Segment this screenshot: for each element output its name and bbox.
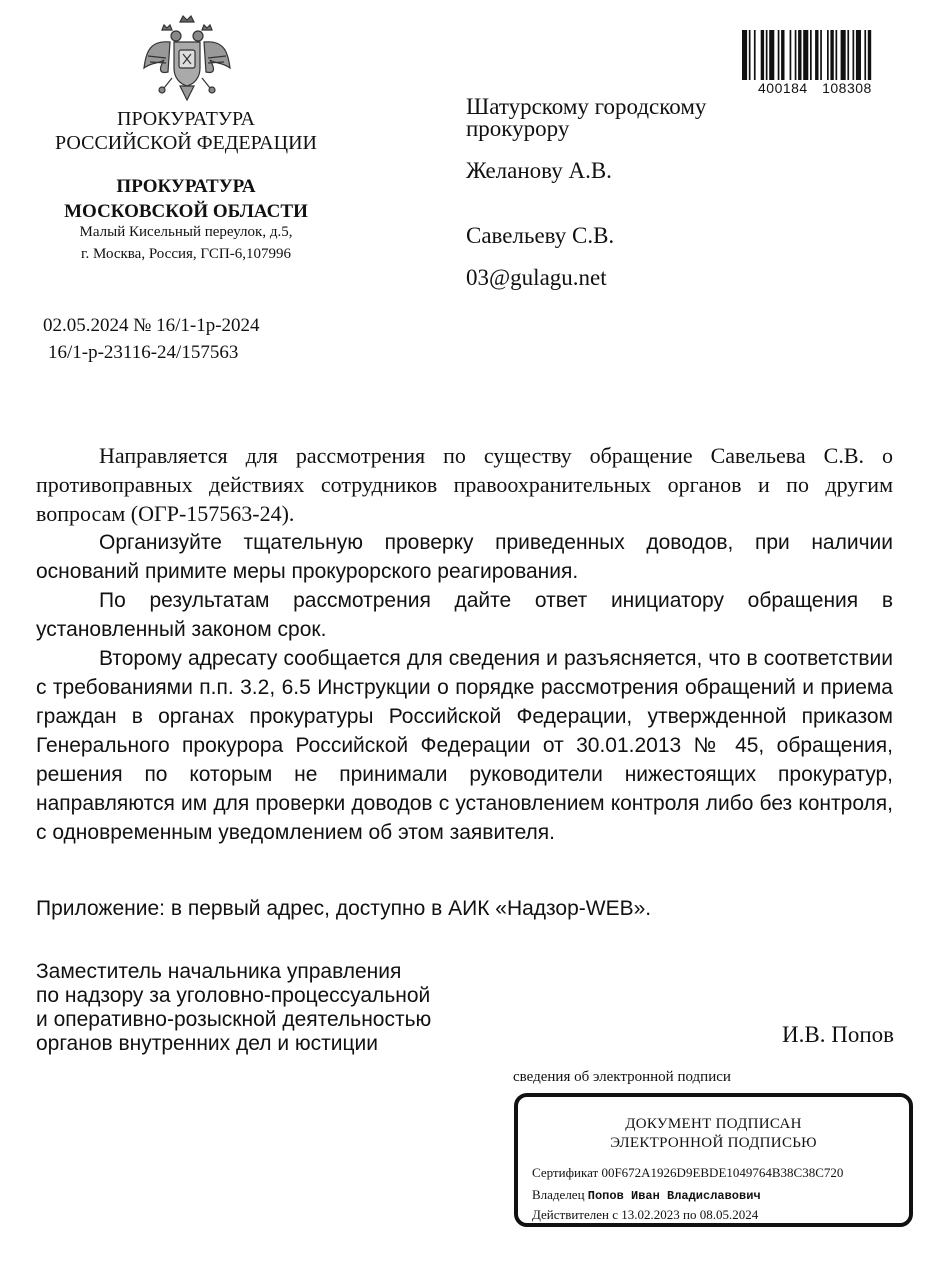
sub-org-line-2: МОСКОВСКОЙ ОБЛАСТИ	[64, 201, 308, 222]
valid-to-date: 08.05.2024	[699, 1207, 759, 1222]
esignature-validity	[532, 1207, 758, 1223]
barcode-right-number: 108308	[822, 80, 872, 96]
signatory-title-line-2: по надзору за уголовно-процессуальной	[36, 984, 431, 1007]
address-line-2: г. Москва, Россия, ГСП-6,107996	[81, 246, 291, 262]
esignature-heading-line-2: ЭЛЕКТРОННОЙ ПОДПИСЬЮ	[610, 1135, 817, 1151]
certificate-value: 00F672A1926D9EBDE1049764B38C38C720	[601, 1165, 844, 1180]
attachment-note: Приложение: в первый адрес, доступно в АИК «Надзор-WEB».	[36, 897, 652, 920]
org-line-1: ПРОКУРАТУРА	[117, 108, 255, 130]
addressee-line-2: прокурору	[466, 116, 570, 141]
organization-address	[0, 221, 372, 265]
addressee-line-1: Шатурскому городскому	[466, 94, 707, 119]
org-line-2: РОССИЙСКОЙ ФЕДЕРАЦИИ	[55, 132, 317, 154]
signatory-title	[36, 960, 431, 1056]
esignature-owner	[532, 1187, 761, 1203]
addressee-name-1: Желанову А.В.	[466, 158, 612, 183]
body-paragraph-2: Организуйте тщательную проверку приведенных доводов, при наличии оснований примите меры прокурорского реагирования.	[36, 531, 893, 583]
coat-of-arms-icon	[140, 12, 234, 104]
organization-name	[0, 107, 372, 155]
body-paragraph-3: По результатам рассмотрения дайте ответ инициатору обращения в установленный законом срок.	[36, 589, 893, 641]
sub-organization-name	[0, 174, 372, 224]
esignature-caption: сведения об электронной подписи	[513, 1069, 731, 1085]
validity-label: Действителен	[532, 1207, 609, 1222]
owner-label: Владелец	[532, 1187, 585, 1202]
signatory-name: И.В. Попов	[782, 1022, 894, 1047]
barcode-icon	[742, 30, 905, 82]
valid-to-prefix: по	[683, 1207, 697, 1222]
body-paragraph-1: Направляется для рассмотрения по существу обращение Савельева С.В. о противоправных действиях сотрудников правоохранительных органов и по другим вопросам (ОГР-157563-24).	[36, 443, 893, 526]
sub-org-line-1: ПРОКУРАТУРА	[116, 176, 256, 197]
signatory-title-line-1: Заместитель начальника управления	[36, 960, 402, 983]
owner-value: Попов Иван Владиславович	[587, 1189, 761, 1203]
registration-number: 16/1-р-23116-24/157563	[48, 342, 239, 363]
esignature-heading	[518, 1115, 909, 1153]
barcode-numbers	[758, 80, 872, 96]
certificate-label: Сертификат	[532, 1165, 599, 1180]
valid-from-prefix: с	[612, 1207, 618, 1222]
esignature-heading-line-1: ДОКУМЕНТ ПОДПИСАН	[625, 1116, 802, 1132]
address-line-1: Малый Кисельный переулок, д.5,	[79, 224, 293, 240]
signatory-title-line-3: и оперативно-розыскной деятельностью	[36, 1008, 432, 1031]
signatory-title-line-4: органов внутренних дел и юстиции	[36, 1032, 378, 1055]
valid-from-date: 13.02.2023	[621, 1207, 680, 1222]
addressee-email: 03@gulagu.net	[466, 265, 607, 290]
body-paragraph-4: Второму адресату сообщается для сведения и разъясняется, что в соответствии с требованиями п.п. 3.2, 6.5 Инструкции о порядке рассмотрения обращений и приема граждан в органах прокуратуры Российской Федерации, утвержденной приказом Генерального прокурора Российской Федерации от 30.01.2013 № 45, обращения, решения по которым не принимали руководители нижестоящих прокуратур, направляются им для проверки доводов с установлением контроля либо без контроля, с одновременным уведомлением об этом заявителя.	[36, 647, 893, 844]
document-date-number: 02.05.2024 № 16/1-1р-2024	[43, 315, 260, 336]
esignature-stamp	[514, 1093, 913, 1227]
letter-body	[36, 441, 893, 847]
esignature-certificate	[532, 1165, 843, 1181]
barcode-left-number: 400184	[758, 80, 808, 96]
addressee-name-2: Савельеву С.В.	[466, 223, 615, 248]
